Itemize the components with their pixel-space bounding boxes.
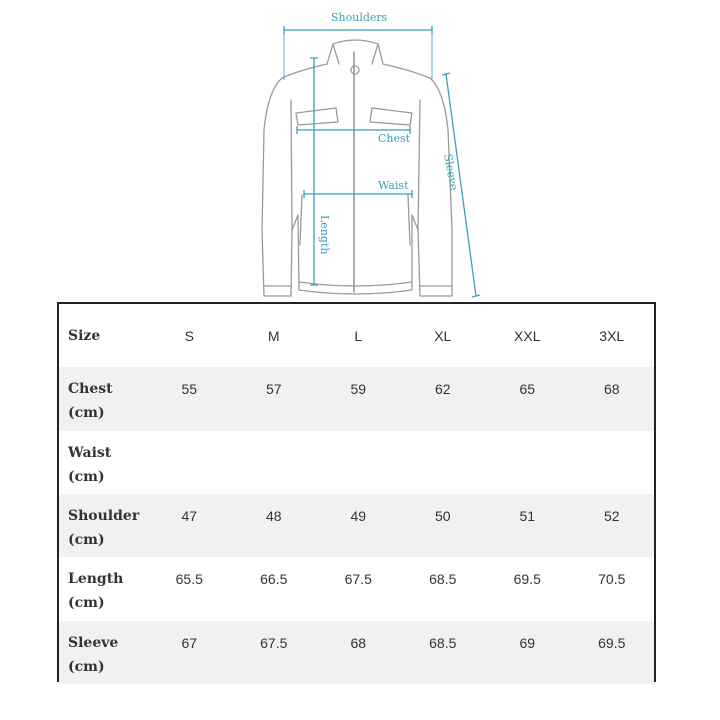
- table-cell: 49: [316, 494, 401, 557]
- table-header-row: [59, 304, 654, 367]
- row-unit: (cm): [68, 531, 105, 548]
- row-label-sleeve: [59, 621, 147, 684]
- row-name: Waist: [68, 444, 112, 461]
- row-label-waist: [59, 431, 147, 494]
- table-cell: [232, 431, 317, 494]
- table-row-waist: [59, 431, 654, 494]
- table-row-length: [59, 557, 654, 620]
- size-xxl-header: XXL: [514, 328, 541, 344]
- table-cell: 67: [147, 621, 232, 684]
- table-cell: 69.5: [513, 571, 541, 588]
- table-cell: 48: [232, 494, 317, 557]
- table-cell: 68: [570, 367, 655, 430]
- size-s-header: S: [184, 328, 194, 344]
- chest-label: Chest: [378, 132, 411, 145]
- jacket-sketch: [0, 0, 720, 305]
- table-cell: 55: [147, 367, 232, 430]
- table-cell: [485, 431, 570, 494]
- size-m-header: M: [267, 328, 280, 344]
- row-unit: (cm): [68, 595, 105, 612]
- table-cell: 51: [485, 494, 570, 557]
- table-cell: 47: [147, 494, 232, 557]
- size-xl-header: XL: [434, 328, 452, 344]
- table-cell: 62: [401, 367, 486, 430]
- row-name: Shoulder: [68, 507, 140, 524]
- sleeve-label: Sleeve: [441, 152, 461, 192]
- table-row-sleeve: [59, 621, 654, 684]
- shoulders-label: Shoulders: [331, 11, 388, 24]
- table-cell: 69: [485, 621, 570, 684]
- jacket-measurement-diagram: [0, 0, 720, 305]
- table-cell: [401, 431, 486, 494]
- table-cell: 67.5: [344, 571, 372, 588]
- table-cell: 70.5: [598, 571, 626, 588]
- row-label-length: [59, 557, 147, 620]
- table-cell: 65.5: [175, 571, 203, 588]
- table-cell: 50: [401, 494, 486, 557]
- size-3xl-header: 3XL: [599, 328, 625, 344]
- row-label-shoulder: [59, 494, 147, 557]
- row-label-chest: [59, 367, 147, 430]
- row-name: Chest: [68, 381, 113, 398]
- row-unit: (cm): [68, 405, 105, 422]
- table-cell: 68.5: [401, 621, 486, 684]
- table-cell: 69.5: [570, 621, 655, 684]
- waist-label: Waist: [378, 179, 409, 192]
- size-chart-table: [57, 302, 656, 682]
- size-header: Size: [68, 328, 101, 344]
- length-label: Length: [318, 215, 331, 255]
- size-l-header: L: [354, 328, 363, 344]
- table-cell: [570, 431, 655, 494]
- row-name: Sleeve: [68, 634, 119, 651]
- table-cell: 65: [485, 367, 570, 430]
- table-cell: 59: [316, 367, 401, 430]
- table-cell: 52: [570, 494, 655, 557]
- table-cell: [147, 431, 232, 494]
- table-cell: 67.5: [232, 621, 317, 684]
- table-row-shoulder: [59, 494, 654, 557]
- row-unit: (cm): [68, 658, 105, 675]
- row-name: Length: [68, 571, 124, 588]
- table-cell: 68.5: [429, 571, 457, 588]
- row-unit: (cm): [68, 468, 105, 485]
- table-cell: 57: [232, 367, 317, 430]
- table-cell: 66.5: [260, 571, 288, 588]
- table-cell: [316, 431, 401, 494]
- table-row-chest: [59, 367, 654, 430]
- table-cell: 68: [316, 621, 401, 684]
